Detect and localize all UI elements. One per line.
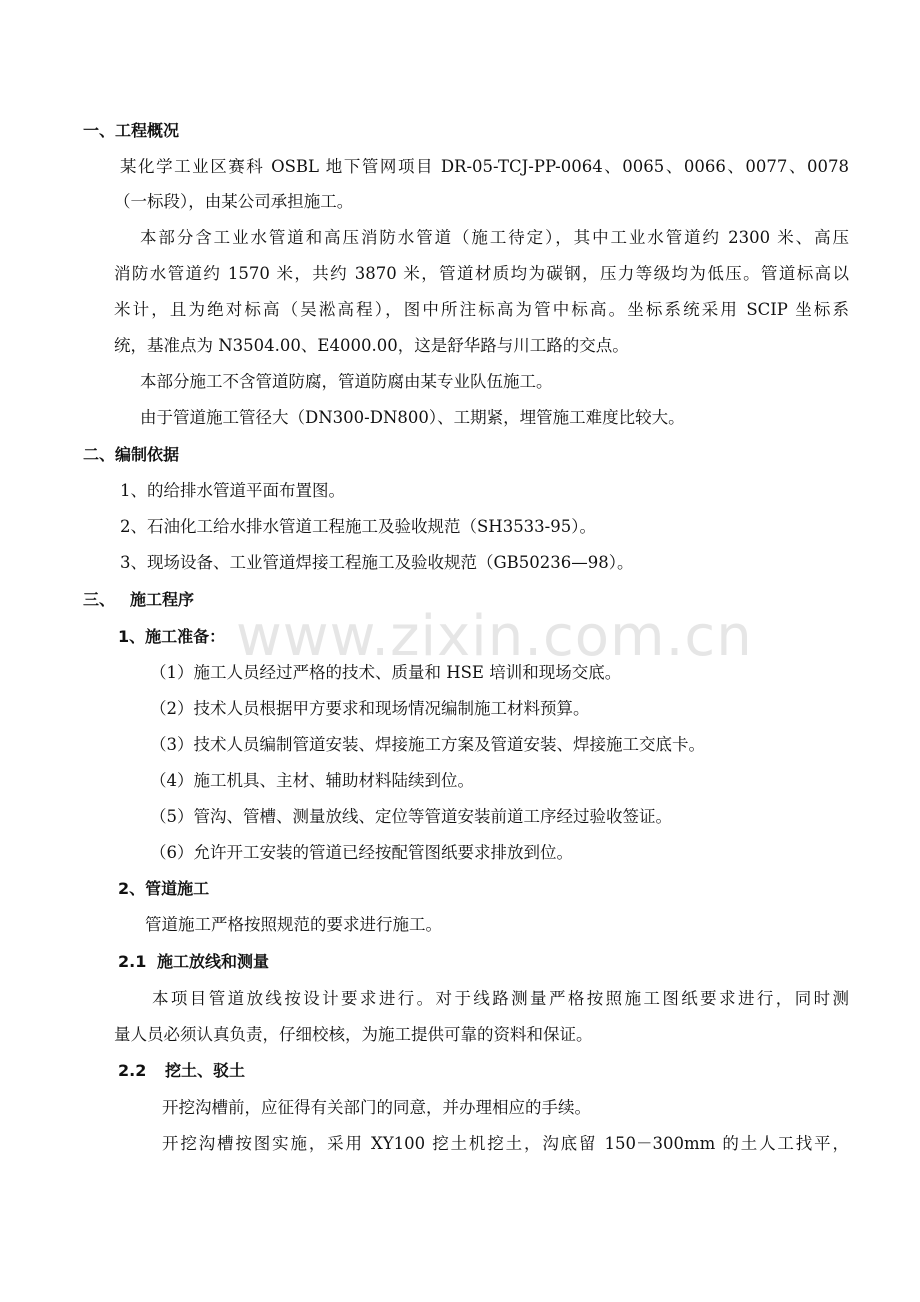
paragraph-line: 管道施工严格按照规范的要求进行施工。 (145, 915, 442, 934)
paragraph-text: 米计，且为绝对标高（吴淞高程），图中所注标高为管中标高。坐标系统采用 SCIP 坐标系 (114, 300, 849, 319)
watermark: www.zixin.com.cn (236, 604, 753, 669)
subsection-heading-pipe-construction: 2、管道施工 (118, 879, 210, 898)
paragraph-line (114, 298, 849, 322)
subsection-number: 2.1 (118, 952, 147, 971)
subsection-heading-excavation: 挖土、驳土 (165, 1061, 246, 1080)
paragraph-text: 本部分含工业水管道和高压消防水管道（施工待定），其中工业水管道约 2300 米、高压 (140, 228, 849, 247)
section-heading-basis: 二、编制依据 (83, 445, 180, 464)
list-item: （5）管沟、管槽、测量放线、定位等管道安装前道工序经过验收签证。 (150, 807, 672, 826)
paragraph-line: （一标段），由某公司承担施工。 (114, 192, 354, 211)
list-item: （2）技术人员根据甲方要求和现场情况编制施工材料预算。 (150, 699, 590, 718)
list-item: （1）施工人员经过严格的技术、质量和 HSE 培训和现场交底。 (150, 663, 622, 682)
paragraph-text: 消防水管道约 1570 米，共约 3870 米，管道材质均为碳钢，压力等级均为低压。管道标高以 (114, 264, 849, 283)
paragraph-text: 开挖沟槽按图实施，采用 XY100 挖土机挖土，沟底留 150－300mm 的土人工找平， (162, 1134, 849, 1153)
paragraph-line: 由于管道施工管径大（DN300-DN800）、工期紧，埋管施工难度比较大。 (140, 408, 685, 427)
list-item: （3）技术人员编制管道安装、焊接施工方案及管道安装、焊接施工交底卡。 (150, 735, 705, 754)
list-item: （4）施工机具、主材、辅助材料陆续到位。 (150, 771, 474, 790)
paragraph-line (162, 1132, 849, 1156)
paragraph-text: 某化学工业区赛科 OSBL 地下管网项目 DR-05-TCJ-PP-0064、0065、0066、0077、0078 (120, 157, 849, 176)
paragraph-line (140, 226, 849, 250)
section-heading-procedure: 施工程序 (130, 590, 195, 609)
section-heading-overview: 一、工程概况 (83, 121, 180, 140)
list-item: 2、石油化工给水排水管道工程施工及验收规范（SH3533-95）。 (120, 517, 597, 536)
subsection-heading-preparation: 1、施工准备： (118, 627, 226, 646)
subsection-heading-survey: 施工放线和测量 (157, 952, 270, 971)
paragraph-line (120, 155, 849, 179)
paragraph-line (114, 262, 849, 286)
paragraph-line: 开挖沟槽前，应征得有关部门的同意，并办理相应的手续。 (162, 1098, 591, 1117)
paragraph-line (152, 987, 849, 1011)
list-item: 3、现场设备、工业管道焊接工程施工及验收规范（GB50236—98）。 (120, 553, 634, 572)
list-item: 1、的给排水管道平面布置图。 (120, 481, 345, 500)
paragraph-line: 统，基准点为 N3504.00、E4000.00，这是舒华路与川工路的交点。 (114, 336, 629, 355)
paragraph-text: 本项目管道放线按设计要求进行。对于线路测量严格按照施工图纸要求进行，同时测 (152, 989, 849, 1008)
subsection-number: 2.2 (118, 1061, 147, 1080)
list-item: （6）允许开工安装的管道已经按配管图纸要求排放到位。 (150, 843, 573, 862)
section-heading-number: 三、 (83, 590, 116, 609)
paragraph-line: 量人员必须认真负责，仔细校核，为施工提供可靠的资料和保证。 (114, 1025, 593, 1044)
paragraph-line: 本部分施工不含管道防腐，管道防腐由某专业队伍施工。 (140, 372, 553, 391)
